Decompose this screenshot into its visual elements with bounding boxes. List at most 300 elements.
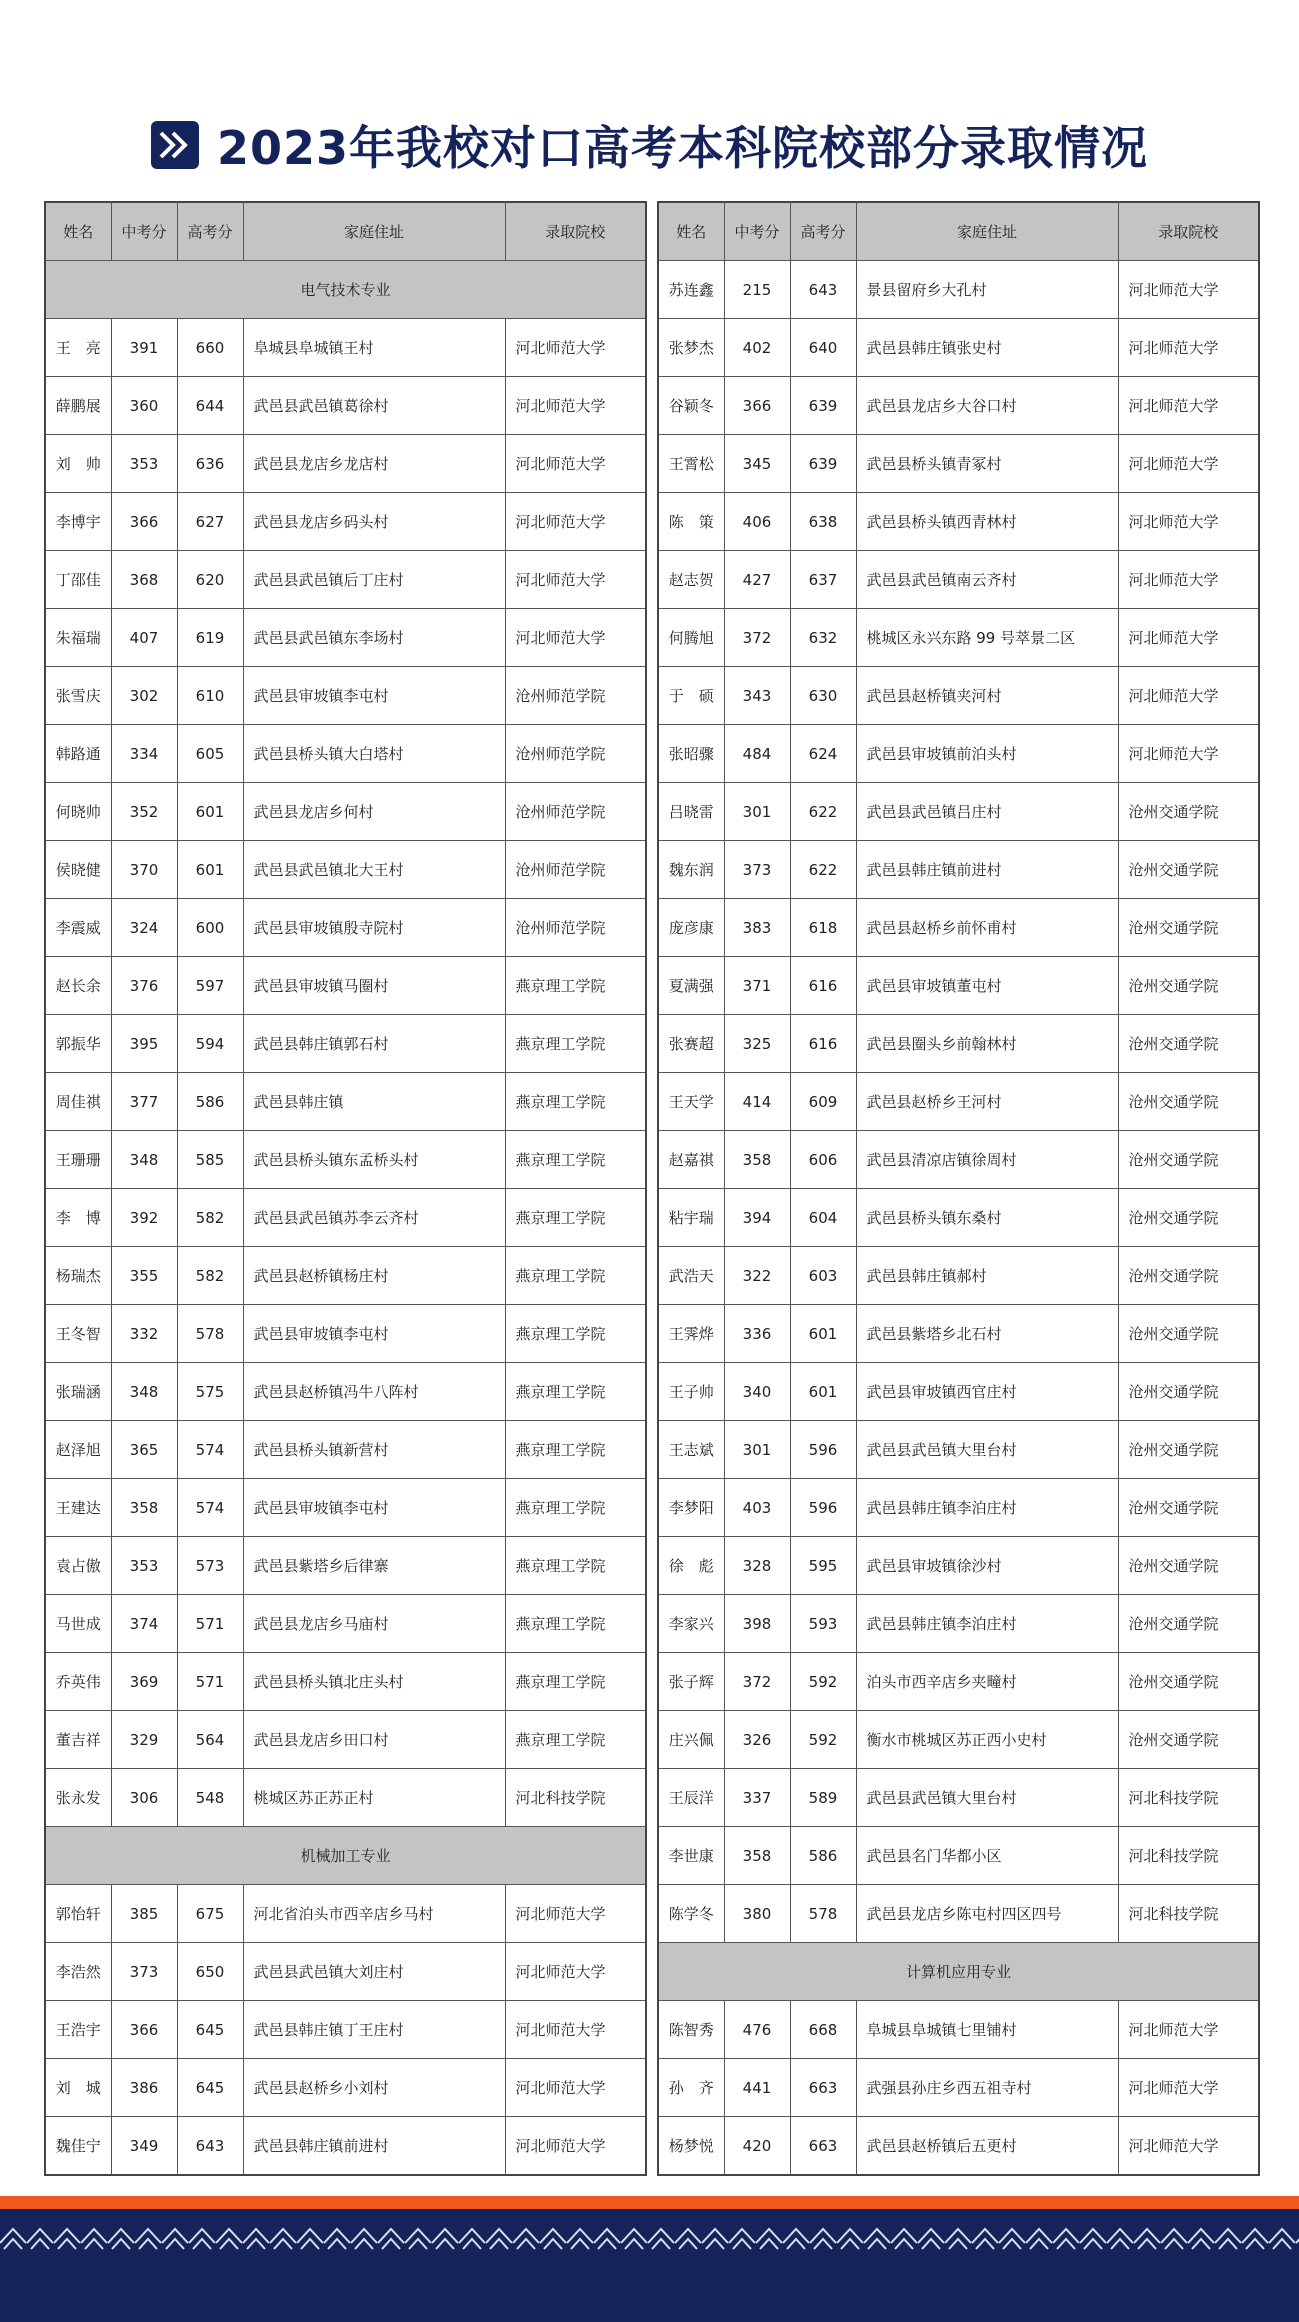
section-title: 计算机应用专业 (658, 1943, 1259, 2001)
table-row (45, 667, 646, 725)
table-row (45, 551, 646, 609)
student-name: 庄兴佩 (658, 1711, 724, 1769)
home-address: 衡水市桃城区苏正西小史村 (856, 1711, 1118, 1769)
admitted-school: 河北师范大学 (1118, 667, 1259, 725)
gaokao-score: 632 (790, 609, 856, 667)
home-address: 武邑县武邑镇吕庄村 (856, 783, 1118, 841)
wave-motif (486, 2229, 512, 2249)
home-address: 武邑县韩庄镇张史村 (856, 319, 1118, 377)
admitted-school: 河北师范大学 (505, 609, 646, 667)
student-name: 张赛超 (658, 1015, 724, 1073)
table-row (45, 1015, 646, 1073)
table-row (658, 1653, 1259, 1711)
double-chevron-right-icon (151, 121, 199, 169)
gaokao-score: 624 (790, 725, 856, 783)
student-name: 陈 策 (658, 493, 724, 551)
gaokao-score: 650 (177, 1943, 243, 2001)
wave-motif (162, 2229, 188, 2249)
home-address: 武邑县赵桥镇杨庄村 (243, 1247, 505, 1305)
gaokao-score: 644 (177, 377, 243, 435)
admitted-school: 沧州交通学院 (1118, 1073, 1259, 1131)
home-address: 武邑县桥头镇西青林村 (856, 493, 1118, 551)
gaokao-score: 586 (177, 1073, 243, 1131)
home-address: 武邑县韩庄镇前进村 (856, 841, 1118, 899)
zhongkao-score: 325 (724, 1015, 790, 1073)
gaokao-score: 630 (790, 667, 856, 725)
wave-motif (918, 2229, 944, 2249)
zhongkao-score: 368 (111, 551, 177, 609)
admitted-school: 河北师范大学 (1118, 319, 1259, 377)
gaokao-score: 643 (790, 261, 856, 319)
student-name: 赵泽旭 (45, 1421, 111, 1479)
student-name: 徐 彪 (658, 1537, 724, 1595)
student-name: 丁邵佳 (45, 551, 111, 609)
wave-motif (54, 2229, 80, 2249)
home-address: 桃城区苏正苏正村 (243, 1769, 505, 1827)
wave-motif (405, 2229, 431, 2249)
zhongkao-score: 355 (111, 1247, 177, 1305)
admitted-school: 燕京理工学院 (505, 1653, 646, 1711)
table-row (658, 783, 1259, 841)
gaokao-score: 636 (177, 435, 243, 493)
zhongkao-score: 420 (724, 2117, 790, 2176)
admitted-school: 河北师范大学 (1118, 725, 1259, 783)
home-address: 武邑县赵桥乡王河村 (856, 1073, 1118, 1131)
gaokao-score: 592 (790, 1711, 856, 1769)
gaokao-score: 610 (177, 667, 243, 725)
zhongkao-score: 337 (724, 1769, 790, 1827)
table-row (658, 1885, 1259, 1943)
table-row (658, 725, 1259, 783)
gaokao-score: 622 (790, 841, 856, 899)
gaokao-score: 604 (790, 1189, 856, 1247)
table-row (658, 1421, 1259, 1479)
zhongkao-score: 395 (111, 1015, 177, 1073)
wave-motif (1026, 2229, 1052, 2249)
student-name: 袁占傲 (45, 1537, 111, 1595)
gaokao-score: 675 (177, 1885, 243, 1943)
student-name: 吕晓雷 (658, 783, 724, 841)
admitted-school: 河北师范大学 (505, 377, 646, 435)
home-address: 武邑县桥头镇东孟桥头村 (243, 1131, 505, 1189)
zhongkao-score: 370 (111, 841, 177, 899)
home-address: 武邑县武邑镇大里台村 (856, 1421, 1118, 1479)
gaokao-score: 600 (177, 899, 243, 957)
admitted-school: 河北科技学院 (505, 1769, 646, 1827)
gaokao-score: 596 (790, 1421, 856, 1479)
gaokao-score: 627 (177, 493, 243, 551)
home-address: 武邑县赵桥乡前怀甫村 (856, 899, 1118, 957)
zhongkao-score: 407 (111, 609, 177, 667)
student-name: 谷颖冬 (658, 377, 724, 435)
zhongkao-score: 334 (111, 725, 177, 783)
admitted-school: 河北师范大学 (505, 551, 646, 609)
gaokao-score: 585 (177, 1131, 243, 1189)
table-row (658, 493, 1259, 551)
student-name: 李世康 (658, 1827, 724, 1885)
gaokao-score: 640 (790, 319, 856, 377)
student-name: 赵志贺 (658, 551, 724, 609)
admitted-school: 河北科技学院 (1118, 1827, 1259, 1885)
admitted-school: 河北师范大学 (505, 1943, 646, 2001)
wave-motif (864, 2229, 890, 2249)
student-name: 周佳祺 (45, 1073, 111, 1131)
table-row (45, 1247, 646, 1305)
admitted-school: 燕京理工学院 (505, 1595, 646, 1653)
home-address: 武邑县龙店乡田口村 (243, 1711, 505, 1769)
table-row (45, 841, 646, 899)
wave-motif (27, 2229, 53, 2249)
admitted-school: 河北师范大学 (505, 1885, 646, 1943)
admitted-school: 燕京理工学院 (505, 1131, 646, 1189)
home-address: 武邑县武邑镇北大王村 (243, 841, 505, 899)
home-address: 武邑县龙店乡龙店村 (243, 435, 505, 493)
home-address: 武强县孙庄乡西五祖寺村 (856, 2059, 1118, 2117)
table-row (658, 1015, 1259, 1073)
zhongkao-score: 328 (724, 1537, 790, 1595)
wave-motif (783, 2229, 809, 2249)
student-name: 马世成 (45, 1595, 111, 1653)
table-row (658, 319, 1259, 377)
home-address: 武邑县赵桥镇夹河村 (856, 667, 1118, 725)
admitted-school: 沧州师范学院 (505, 841, 646, 899)
zhongkao-score: 353 (111, 1537, 177, 1595)
gaokao-score: 601 (177, 783, 243, 841)
student-name: 赵长余 (45, 957, 111, 1015)
student-name: 董吉祥 (45, 1711, 111, 1769)
gaokao-score: 582 (177, 1189, 243, 1247)
table-row (658, 1363, 1259, 1421)
wave-motif (189, 2229, 215, 2249)
admitted-school: 燕京理工学院 (505, 1711, 646, 1769)
gaokao-score: 596 (790, 1479, 856, 1537)
home-address: 武邑县龙店乡大谷口村 (856, 377, 1118, 435)
section-header-row (658, 1943, 1259, 2001)
zhongkao-score: 476 (724, 2001, 790, 2059)
zhongkao-score: 343 (724, 667, 790, 725)
wave-motif (1080, 2229, 1106, 2249)
home-address: 武邑县武邑镇南云齐村 (856, 551, 1118, 609)
admitted-school: 燕京理工学院 (505, 1073, 646, 1131)
column-header: 家庭住址 (243, 202, 505, 261)
admitted-school: 沧州交通学院 (1118, 1595, 1259, 1653)
student-name: 孙 齐 (658, 2059, 724, 2117)
zhongkao-score: 353 (111, 435, 177, 493)
zhongkao-score: 301 (724, 1421, 790, 1479)
table-row (45, 957, 646, 1015)
home-address: 武邑县桥头镇青冢村 (856, 435, 1118, 493)
zhongkao-score: 398 (724, 1595, 790, 1653)
home-address: 武邑县武邑镇大里台村 (856, 1769, 1118, 1827)
admitted-school: 河北师范大学 (1118, 493, 1259, 551)
admitted-school: 河北师范大学 (1118, 2117, 1259, 2176)
zhongkao-score: 366 (111, 2001, 177, 2059)
home-address: 武邑县龙店乡何村 (243, 783, 505, 841)
admitted-school: 河北师范大学 (505, 2001, 646, 2059)
student-name: 庞彦康 (658, 899, 724, 957)
table-row (45, 1711, 646, 1769)
gaokao-score: 573 (177, 1537, 243, 1595)
zhongkao-score: 372 (724, 609, 790, 667)
zhongkao-score: 373 (724, 841, 790, 899)
gaokao-score: 601 (790, 1363, 856, 1421)
home-address: 武邑县圈头乡前翰林村 (856, 1015, 1118, 1073)
gaokao-score: 603 (790, 1247, 856, 1305)
student-name: 刘 城 (45, 2059, 111, 2117)
wave-motif (594, 2229, 620, 2249)
student-name: 夏满强 (658, 957, 724, 1015)
home-address: 武邑县赵桥镇冯牛八阵村 (243, 1363, 505, 1421)
column-header: 家庭住址 (856, 202, 1118, 261)
student-name: 王浩宇 (45, 2001, 111, 2059)
admitted-school: 河北师范大学 (1118, 2059, 1259, 2117)
table-row (45, 1131, 646, 1189)
student-name: 何腾旭 (658, 609, 724, 667)
gaokao-score: 586 (790, 1827, 856, 1885)
gaokao-score: 638 (790, 493, 856, 551)
table-row (658, 2001, 1259, 2059)
wave-motif (810, 2229, 836, 2249)
gaokao-score: 595 (790, 1537, 856, 1595)
gaokao-score: 564 (177, 1711, 243, 1769)
home-address: 阜城县阜城镇七里铺村 (856, 2001, 1118, 2059)
home-address: 武邑县桥头镇北庄头村 (243, 1653, 505, 1711)
admission-table-right (657, 201, 1260, 2176)
home-address: 武邑县武邑镇东李场村 (243, 609, 505, 667)
home-address: 桃城区永兴东路 99 号萃景二区 (856, 609, 1118, 667)
table-row (45, 1305, 646, 1363)
zhongkao-score: 377 (111, 1073, 177, 1131)
zhongkao-score: 302 (111, 667, 177, 725)
home-address: 武邑县武邑镇苏李云齐村 (243, 1189, 505, 1247)
student-name: 赵嘉祺 (658, 1131, 724, 1189)
zhongkao-score: 441 (724, 2059, 790, 2117)
home-address: 武邑县武邑镇后丁庄村 (243, 551, 505, 609)
gaokao-score: 645 (177, 2001, 243, 2059)
gaokao-score: 582 (177, 1247, 243, 1305)
table-header-row (658, 202, 1259, 261)
wave-motif (1215, 2229, 1241, 2249)
student-name: 何晓帅 (45, 783, 111, 841)
zhongkao-score: 403 (724, 1479, 790, 1537)
table-row (45, 1595, 646, 1653)
student-name: 陈智秀 (658, 2001, 724, 2059)
footer-band (0, 2196, 1299, 2322)
student-name: 陈学冬 (658, 1885, 724, 1943)
zhongkao-score: 348 (111, 1363, 177, 1421)
admitted-school: 沧州交通学院 (1118, 783, 1259, 841)
table-row (45, 377, 646, 435)
wave-motif (270, 2229, 296, 2249)
wave-motif (567, 2229, 593, 2249)
gaokao-score: 606 (790, 1131, 856, 1189)
wave-motif (756, 2229, 782, 2249)
wave-motif (621, 2229, 647, 2249)
home-address: 武邑县韩庄镇 (243, 1073, 505, 1131)
table-row (658, 1247, 1259, 1305)
home-address: 武邑县审坡镇殷寺院村 (243, 899, 505, 957)
section-header-row (45, 261, 646, 319)
gaokao-score: 663 (790, 2117, 856, 2176)
home-address: 武邑县审坡镇董屯村 (856, 957, 1118, 1015)
table-row (658, 1479, 1259, 1537)
zhongkao-score: 360 (111, 377, 177, 435)
wave-motif (351, 2229, 377, 2249)
home-address: 武邑县审坡镇李屯村 (243, 1479, 505, 1537)
admitted-school: 沧州交通学院 (1118, 1421, 1259, 1479)
column-header: 姓名 (658, 202, 724, 261)
admitted-school: 沧州交通学院 (1118, 841, 1259, 899)
home-address: 武邑县武邑镇葛徐村 (243, 377, 505, 435)
zhongkao-score: 329 (111, 1711, 177, 1769)
admitted-school: 沧州交通学院 (1118, 1537, 1259, 1595)
table-row (45, 725, 646, 783)
table-row (45, 2001, 646, 2059)
student-name: 王霁烨 (658, 1305, 724, 1363)
gaokao-score: 574 (177, 1479, 243, 1537)
admission-table-left (44, 201, 647, 2176)
table-row (45, 1363, 646, 1421)
table-row (45, 899, 646, 957)
gaokao-score: 594 (177, 1015, 243, 1073)
zhongkao-score: 414 (724, 1073, 790, 1131)
table-row (658, 1827, 1259, 1885)
zhongkao-score: 365 (111, 1421, 177, 1479)
home-address: 武邑县紫塔乡后律寨 (243, 1537, 505, 1595)
gaokao-score: 639 (790, 377, 856, 435)
page-header (0, 110, 1299, 180)
admitted-school: 燕京理工学院 (505, 1537, 646, 1595)
admitted-school: 沧州师范学院 (505, 899, 646, 957)
zhongkao-score: 358 (724, 1827, 790, 1885)
student-name: 王 亮 (45, 319, 111, 377)
gaokao-score: 609 (790, 1073, 856, 1131)
gaokao-score: 601 (790, 1305, 856, 1363)
zhongkao-score: 366 (724, 377, 790, 435)
home-address: 武邑县龙店乡马庙村 (243, 1595, 505, 1653)
student-name: 张永发 (45, 1769, 111, 1827)
student-name: 李 博 (45, 1189, 111, 1247)
section-title: 电气技术专业 (45, 261, 646, 319)
table-row (45, 1189, 646, 1247)
table-row (658, 1073, 1259, 1131)
admitted-school: 沧州交通学院 (1118, 1189, 1259, 1247)
admitted-school: 沧州交通学院 (1118, 1305, 1259, 1363)
section-header-row (45, 1827, 646, 1885)
admitted-school: 河北科技学院 (1118, 1885, 1259, 1943)
admitted-school: 河北师范大学 (1118, 551, 1259, 609)
home-address: 武邑县桥头镇新营村 (243, 1421, 505, 1479)
home-address: 武邑县审坡镇李屯村 (243, 1305, 505, 1363)
wave-motif (972, 2229, 998, 2249)
admitted-school: 沧州师范学院 (505, 783, 646, 841)
admitted-school: 燕京理工学院 (505, 1363, 646, 1421)
zhongkao-score: 326 (724, 1711, 790, 1769)
admitted-school: 河北师范大学 (1118, 609, 1259, 667)
home-address: 武邑县审坡镇西官庄村 (856, 1363, 1118, 1421)
home-address: 武邑县赵桥乡小刘村 (243, 2059, 505, 2117)
table-row (45, 783, 646, 841)
admitted-school: 沧州交通学院 (1118, 1015, 1259, 1073)
wave-motif (891, 2229, 917, 2249)
table-row (45, 319, 646, 377)
student-name: 于 硕 (658, 667, 724, 725)
gaokao-score: 616 (790, 1015, 856, 1073)
wave-motif (675, 2229, 701, 2249)
wave-motif (1269, 2229, 1295, 2249)
gaokao-score: 639 (790, 435, 856, 493)
table-row (658, 609, 1259, 667)
student-name: 杨瑞杰 (45, 1247, 111, 1305)
wave-motif (1107, 2229, 1133, 2249)
wave-motif (216, 2229, 242, 2249)
home-address: 武邑县审坡镇李屯村 (243, 667, 505, 725)
wave-motif (1134, 2229, 1160, 2249)
table-row (45, 1653, 646, 1711)
wave-motif (540, 2229, 566, 2249)
student-name: 王珊珊 (45, 1131, 111, 1189)
student-name: 朱福瑞 (45, 609, 111, 667)
wave-motif (0, 2229, 26, 2249)
gaokao-score: 618 (790, 899, 856, 957)
home-address: 武邑县韩庄镇李泊庄村 (856, 1479, 1118, 1537)
table-row (658, 1595, 1259, 1653)
admitted-school: 沧州交通学院 (1118, 1711, 1259, 1769)
zhongkao-score: 383 (724, 899, 790, 957)
admitted-school: 燕京理工学院 (505, 1479, 646, 1537)
zhongkao-score: 340 (724, 1363, 790, 1421)
wave-motif (702, 2229, 728, 2249)
student-name: 粘宇瑞 (658, 1189, 724, 1247)
table-header-row (45, 202, 646, 261)
zhongkao-score: 358 (724, 1131, 790, 1189)
home-address: 阜城县阜城镇王村 (243, 319, 505, 377)
student-name: 杨梦悦 (658, 2117, 724, 2176)
student-name: 郭怡轩 (45, 1885, 111, 1943)
gaokao-score: 668 (790, 2001, 856, 2059)
gaokao-score: 571 (177, 1595, 243, 1653)
table-row (658, 261, 1259, 319)
admitted-school: 河北师范大学 (505, 435, 646, 493)
admitted-school: 河北师范大学 (1118, 435, 1259, 493)
admitted-school: 沧州师范学院 (505, 667, 646, 725)
gaokao-score: 616 (790, 957, 856, 1015)
table-row (658, 551, 1259, 609)
admitted-school: 沧州交通学院 (1118, 1653, 1259, 1711)
student-name: 李梦阳 (658, 1479, 724, 1537)
admitted-school: 燕京理工学院 (505, 1421, 646, 1479)
wave-motif (108, 2229, 134, 2249)
student-name: 武浩天 (658, 1247, 724, 1305)
gaokao-score: 548 (177, 1769, 243, 1827)
admitted-school: 河北师范大学 (505, 493, 646, 551)
admitted-school: 燕京理工学院 (505, 1247, 646, 1305)
admitted-school: 河北师范大学 (505, 2059, 646, 2117)
zhongkao-score: 324 (111, 899, 177, 957)
footer-wave-pattern (0, 2221, 1299, 2251)
home-address: 武邑县武邑镇大刘庄村 (243, 1943, 505, 2001)
gaokao-score: 578 (790, 1885, 856, 1943)
home-address: 河北省泊头市西辛店乡马村 (243, 1885, 505, 1943)
table-row (45, 609, 646, 667)
zhongkao-score: 372 (724, 1653, 790, 1711)
table-row (45, 2117, 646, 2176)
student-name: 王子帅 (658, 1363, 724, 1421)
zhongkao-score: 392 (111, 1189, 177, 1247)
student-name: 苏连鑫 (658, 261, 724, 319)
column-header: 录取院校 (1118, 202, 1259, 261)
table-row (658, 1305, 1259, 1363)
